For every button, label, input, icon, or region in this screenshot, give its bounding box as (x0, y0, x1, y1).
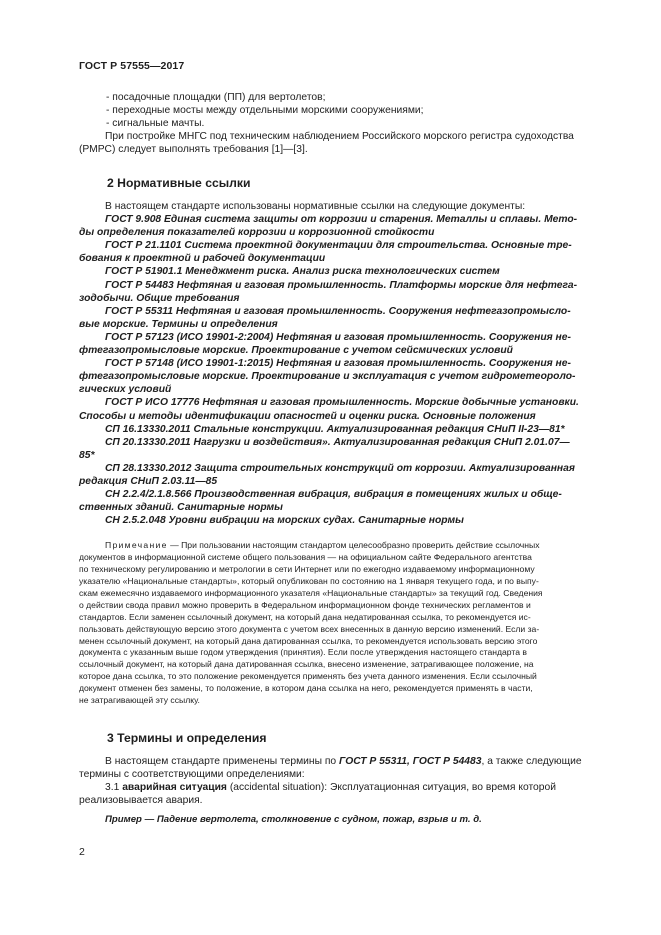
note-line: ссылочный документ, на который дана датированная ссылка, внесено изменение, затрагивающее положение, на (79, 659, 534, 670)
reference-item: ГОСТ Р 21.1101 Система проектной документации для строительства. Основные тре- (105, 240, 572, 252)
list-item: - посадочные площадки (ПП) для вертолетов; (106, 92, 326, 103)
reference-item-continuation: Способы и методы идентификации опасностей и оценки риска. Основные положения (79, 410, 536, 422)
intro-line: При постройке МНГС под техническим наблюдением Российского морского регистра судоходства (105, 131, 574, 143)
reference-item: ГОСТ Р 55311 Нефтяная и газовая промышленность. Сооружения нефтегазопромысло- (105, 305, 571, 317)
term-name: аварийная ситуация (122, 782, 227, 794)
reference-item: ГОСТ Р ИСО 17776 Нефтяная и газовая промышленность. Морские добычные установки. (105, 397, 579, 409)
note-line: которое дана ссылка, то это положение рекомендуется применять без учета данного изменения. Если ссылочный (79, 671, 537, 682)
term-3-1 (79, 781, 614, 794)
references-block (79, 200, 614, 527)
note-line: пользовать действующую версию этого документа с учетом всех внесенных в данную версию изменений. Если за- (79, 623, 540, 634)
note-label: Примечание (105, 540, 168, 550)
reference-item: СН 2.5.2.048 Уровни вибрации на морских судах. Санитарные нормы (105, 515, 464, 527)
reference-item-continuation: бования к проектной и рабочей документации (79, 253, 326, 265)
note-line: документов в информационной системе общего пользования — на официальном сайте Федерального агентства (79, 551, 532, 562)
terms-intro-line2: термины с соответствующими определениями: (79, 769, 305, 781)
note-line: стандартов. Если заменен ссылочный документ, на который дана недатированная ссылка, то рекомендуется ис- (79, 611, 531, 622)
reference-item-continuation: ды определения показателей коррозии и коррозионной стойкости (79, 227, 435, 239)
page-number: 2 (79, 846, 85, 858)
reference-item-continuation: 85* (79, 449, 95, 461)
reference-item: СП 16.13330.2011 Стальные конструкции. Актуализированная редакция СНиП II-23—81* (105, 423, 565, 435)
note-line: не затрагивающей эту ссылку. (79, 695, 200, 706)
terms-intro-tail: , а также следующие (481, 756, 582, 767)
list-item: - сигнальные мачты. (106, 118, 205, 130)
reference-item-continuation: вые морские. Термины и определения (79, 318, 278, 330)
list-block (79, 91, 614, 156)
note-line: о действии свода правил можно проверить в Федеральном информационном фонде технических регламентов и (79, 599, 531, 610)
reference-item: СН 2.2.4/2.1.8.566 Производственная вибрация, вибрация в помещениях жилых и обще- (105, 489, 562, 501)
note-block (79, 540, 614, 707)
note-line (79, 540, 614, 552)
term-number: 3.1 (105, 782, 123, 794)
reference-item: СП 28.13330.2012 Защита строительных конструкций от коррозии. Актуализированная (105, 462, 575, 474)
reference-item-continuation: зодобычи. Общие требования (79, 292, 240, 304)
reference-item-continuation: гических условий (79, 384, 172, 396)
reference-item-continuation: редакция СНиП 2.03.11—85 (79, 475, 218, 487)
reference-item: ГОСТ 9.908 Единая система защиты от коррозии и старения. Металлы и сплавы. Мето- (105, 214, 578, 226)
note-line: документа с указанным выше годом утверждения (принятия). Если после утверждения настоящего стандарта в (79, 647, 527, 658)
section-2-title: 2 Нормативные ссылки (107, 176, 251, 190)
section-3-title: 3 Термины и определения (107, 731, 267, 745)
term-definition-line2: реализовывается авария. (79, 795, 203, 807)
note-line: документ отменен без замены, то положение, в котором дана ссылка на него, рекомендуется применять в части, (79, 683, 533, 694)
references-lead: В настоящем стандарте использованы нормативные ссылки на следующие документы: (105, 201, 526, 212)
terms-intro-text: В настоящем стандарте применены термины по (105, 756, 340, 767)
reference-item-continuation: фтегазопромысловые морские. Проектирование с учетом сейсмических условий (79, 345, 513, 357)
reference-item: ГОСТ Р 57123 (ИСО 19901-2:2004) Нефтяная и газовая промышленность. Сооружения не- (105, 331, 571, 343)
note-line: указателю «Национальные стандарты», который опубликован по состоянию на 1 января текущего года, и по выпу- (79, 575, 539, 586)
reference-item: ГОСТ Р 51901.1 Менеджмент риска. Анализ риска технологических систем (105, 266, 500, 278)
note-line: скам ежемесячно издаваемого информационного указателя «Национальные стандарты» за текущий год. Сведения (79, 587, 543, 598)
term-definition: (accidental situation): Эксплуатационная ситуация, во время которой (226, 782, 556, 794)
term-example: Пример — Падение вертолета, столкновение с судном, пожар, взрыв и т. д. (105, 814, 482, 826)
terms-block (79, 755, 614, 826)
intro-line: (РМРС) следует выполнять требования [1]—[3]. (79, 144, 308, 156)
reference-item: СП 20.13330.2011 Нагрузки и воздействия». Актуализированная редакция СНиП 2.01.07— (105, 436, 570, 448)
list-item: - переходные мосты между отдельными морскими сооружениями; (106, 105, 424, 117)
terms-intro (79, 755, 614, 768)
note-line: менен ссылочный документ, на который дана датированная ссылка, то рекомендуется использовать версию этого (79, 635, 538, 646)
terms-intro-refs: ГОСТ Р 55311, ГОСТ Р 54483 (339, 756, 482, 767)
note-line: по техническому регулированию и метрологии в сети Интернет или по ежегодно издаваемому информационному (79, 563, 535, 574)
reference-item: ГОСТ Р 57148 (ИСО 19901-1:2015) Нефтяная и газовая промышленность. Сооружения не- (105, 358, 571, 370)
reference-item-continuation: ственных зданий. Санитарные нормы (79, 502, 283, 514)
reference-item-continuation: фтегазопромысловые морские. Проектирование и эксплуатация с учетом гидрометеороло- (79, 371, 576, 383)
reference-item: ГОСТ Р 54483 Нефтяная и газовая промышленность. Платформы морские для нефтега- (105, 279, 578, 291)
standard-header: ГОСТ Р 57555—2017 (79, 60, 185, 72)
note-text: — При пользовании настоящим стандартом целесообразно проверить действие ссылочных (167, 540, 540, 550)
